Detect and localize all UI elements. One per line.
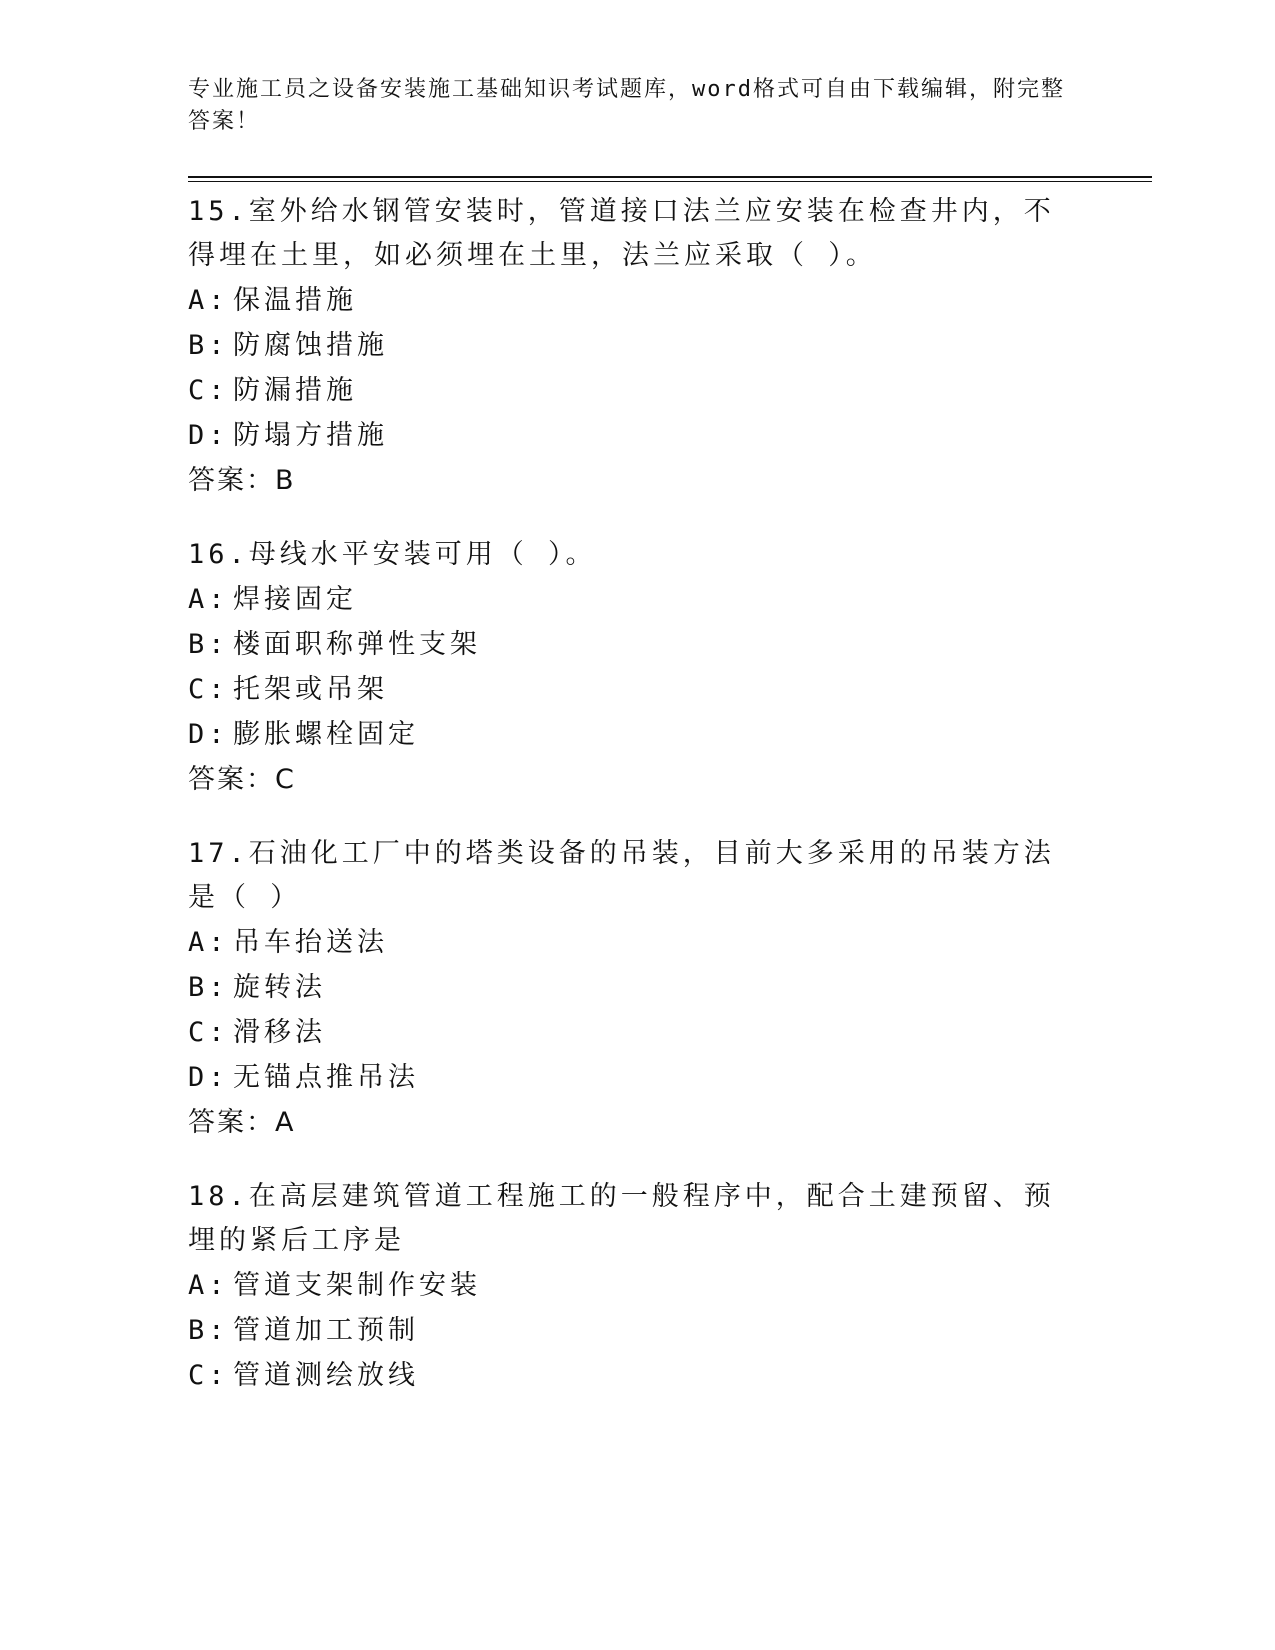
option-letter: A: <box>188 285 229 316</box>
option-text: 托架或吊架 <box>233 674 388 705</box>
question-18 <box>188 1175 1088 1398</box>
option-text: 无锚点推吊法 <box>233 1062 419 1093</box>
option-text: 楼面职称弹性支架 <box>233 629 481 660</box>
option-text: 管道支架制作安装 <box>233 1270 481 1301</box>
option-letter: A: <box>188 1270 229 1301</box>
question-16 <box>188 533 1088 802</box>
option-letter: A: <box>188 927 229 958</box>
option-letter: C: <box>188 1017 229 1048</box>
option-b <box>188 323 1088 368</box>
option-c <box>188 667 1088 712</box>
option-text: 保温措施 <box>233 285 357 316</box>
option-letter: B: <box>188 629 229 660</box>
option-letter: A: <box>188 584 229 615</box>
answer-line: 答案：B <box>188 465 296 496</box>
option-a <box>188 920 1088 965</box>
option-text: 焊接固定 <box>233 584 357 615</box>
option-text: 旋转法 <box>233 972 326 1003</box>
option-text: 管道加工预制 <box>233 1315 419 1346</box>
option-d <box>188 712 1088 757</box>
option-b <box>188 622 1088 667</box>
question-15 <box>188 190 1088 503</box>
option-letter: B: <box>188 972 229 1003</box>
option-c <box>188 368 1088 413</box>
option-text: 吊车抬送法 <box>233 927 388 958</box>
option-text: 防塌方措施 <box>233 420 388 451</box>
option-b <box>188 965 1088 1010</box>
option-a <box>188 577 1088 622</box>
answer-line: 答案：A <box>188 1107 296 1138</box>
option-text: 防漏措施 <box>233 375 357 406</box>
option-text: 管道测绘放线 <box>233 1360 419 1391</box>
option-letter: D: <box>188 1062 229 1093</box>
option-c <box>188 1353 1088 1398</box>
option-a <box>188 278 1088 323</box>
header-rule-thick <box>188 176 1152 178</box>
option-d <box>188 1055 1088 1100</box>
question-17 <box>188 832 1088 1145</box>
option-letter: B: <box>188 1315 229 1346</box>
option-letter: D: <box>188 719 229 750</box>
answer-line: 答案：C <box>188 764 296 795</box>
question-list <box>188 190 1088 1428</box>
option-b <box>188 1308 1088 1353</box>
option-text: 滑移法 <box>233 1017 326 1048</box>
option-text: 防腐蚀措施 <box>233 330 388 361</box>
option-letter: C: <box>188 1360 229 1391</box>
header-rule-thin <box>188 181 1152 182</box>
option-a <box>188 1263 1088 1308</box>
option-text: 膨胀螺栓固定 <box>233 719 419 750</box>
option-letter: B: <box>188 330 229 361</box>
question-stem: 18.在高层建筑管道工程施工的一般程序中，配合土建预留、预埋的紧后工序是 <box>188 1181 1055 1256</box>
option-d <box>188 413 1088 458</box>
question-stem: 17.石油化工厂中的塔类设备的吊装，目前大多采用的吊装方法是（ ） <box>188 838 1055 913</box>
option-c <box>188 1010 1088 1055</box>
question-stem: 16.母线水平安装可用（ ）。 <box>188 539 597 570</box>
option-letter: D: <box>188 420 229 451</box>
option-letter: C: <box>188 375 229 406</box>
document-header: 专业施工员之设备安装施工基础知识考试题库，word格式可自由下载编辑，附完整答案！ <box>188 77 1065 134</box>
question-stem: 15.室外给水钢管安装时，管道接口法兰应安装在检查井内，不得埋在土里，如必须埋在土里，法兰应采取（ ）。 <box>188 196 1055 271</box>
option-letter: C: <box>188 674 229 705</box>
